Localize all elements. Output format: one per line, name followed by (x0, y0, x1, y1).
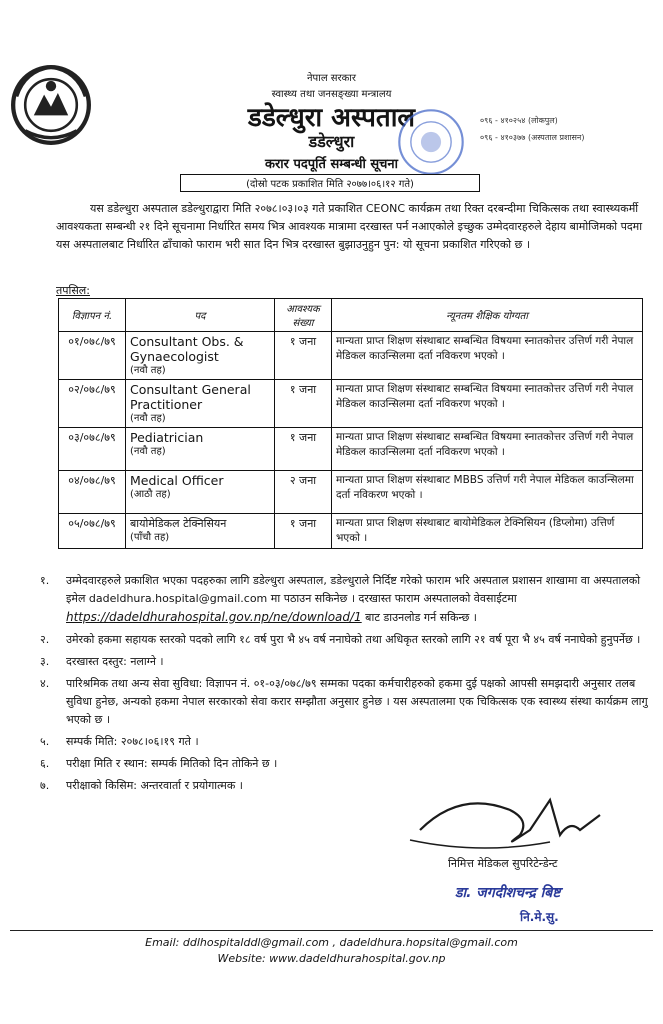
post-level: (नवौ तह) (130, 446, 166, 457)
qualification: मान्यता प्राप्त शिक्षण संस्थाबाट सम्बन्धित विषयमा स्नातकोत्तर उत्तिर्ण गरी नेपाल मेडिकल काउन्सिलमा दर्ता नविकरण भएको । (332, 428, 643, 471)
post-cell (126, 514, 275, 549)
list-item: ६. परीक्षा मिति र स्थान: सम्पर्क मितिको दिन तोकिने छ । (40, 757, 278, 770)
hospital-name: डडेल्धुरा अस्पताल (247, 103, 416, 133)
post-cell (126, 380, 275, 428)
list-item: ७. परीक्षाको किसिम: अन्तरवार्ता र प्रयोगात्मक । (40, 779, 243, 792)
list-item: २. उमेरको हकमा सहायक स्तरको पदको लागि १८ वर्ष पुरा भै ४५ वर्ष ननाघेको तथा अधिकृत स्तरको लागि २१ वर्ष पूरा भै ४५ वर्ष ननाघेको हुनुपर्नेछ । (40, 633, 641, 646)
qualification: मान्यता प्राप्त शिक्षण संस्थाबाट सम्बन्धित विषयमा स्नातकोत्तर उत्तिर्ण गरी नेपाल मेडिकल काउन्सिलमा दर्ता नविकरण भएको । (332, 380, 643, 428)
tapasil-label: तपसिल: (56, 284, 90, 297)
post-cell (126, 428, 275, 471)
phone-number-1: ०९६ - ४१०२५४ (लोकपुल) (480, 116, 558, 125)
post-cell (126, 332, 275, 380)
post-level: (आठौ तह) (130, 489, 171, 500)
list-item: ४. पारिश्रमिक तथा अन्य सेवा सुविधा: विज्ञापन नं. ०१-०३/०७८/७९ सम्मका पदका कर्मचारीहरुको हकमा दुई पक्षको आपसी समझदारी अनुसार तलब सुविधा हुनेछ, अन्यको हकमा नेपाल सरकारको सेवा करार सम्झौता अनुसार हुनेछ । यस अस्पतालमा एक चिकित्सक एक स्वास्थ्य संस्था कार्यक्रम लागु भएको छ । (40, 677, 648, 726)
table-row (59, 428, 643, 471)
signatory-name: डा. जगदीशचन्द्र बिष्ट (455, 885, 561, 901)
table-row (59, 332, 643, 380)
qualification: मान्यता प्राप्त शिक्षण संस्थाबाट सम्बन्धित विषयमा स्नातकोत्तर उत्तिर्ण गरी नेपाल मेडिकल काउन्सिलमा दर्ता नविकरण भएको । (332, 332, 643, 380)
post-count: १ जना (275, 332, 332, 380)
list-item: ५. सम्पर्क मिति: २०७८।०६।१९ गते । (40, 735, 199, 748)
post-level: (नवौ तह) (130, 365, 166, 376)
post-name: Pediatrician (130, 430, 204, 445)
ad-number: ०५/०७८/७९ (59, 514, 126, 549)
list-item: १. उम्मेदवारहरुले प्रकाशित भएका पदहरुका लागि डडेल्धुरा अस्पताल, डडेल्धुराले निर्दिष्ट गरेको फाराम भरि अस्पताल प्रशासन शाखामा वा अस्पतालको इमेल dadeldhura.hospital@gmail.com मा पठाउन सकिनेछ । दरखास्त फाराम अस्पतालको वेवसाईटमा https://dadeldhurahospital.gov.np/ne/download/1 बाट डाउनलोड गर्न सकिन्छ । (40, 574, 641, 624)
post-name: Medical Officer (130, 473, 224, 488)
ministry-name: स्वास्थ्य तथा जनसङ्ख्या मन्त्रालय (271, 89, 392, 100)
notice-intro: यस डडेल्धुरा अस्पताल डडेल्धुराद्वारा मिति २०७८।०३।०३ गते प्रकाशित CEONC कार्यक्रम तथा रिक्त दरबन्दीमा चिकित्सक तथा स्वास्थ्यकर्मी आवश्यकता सम्बन्धी २१ दिने सूचनामा निर्धारित समय भित्र आवश्यक मात्रामा दरखास्त पर्न नआएकोले इच्छुक उम्मेदवारहरुले देहाय बामोजिमको पदमा यस अस्पतालबाट निर्धारित ढाँचाको फाराम भरी सात दिन भित्र दरखास्त बुझाउनुहुन पुन: यो सूचना प्रकाशित गरिएको छ । (56, 202, 643, 251)
table-header-row (59, 299, 643, 332)
footer-divider (10, 930, 653, 931)
ad-number: ०३/०७८/७९ (59, 428, 126, 471)
ad-number: ०१/०७८/७९ (59, 332, 126, 380)
download-link[interactable]: https://dadeldhurahospital.gov.np/ne/download/1 (66, 610, 362, 624)
post-level: (नवौ तह) (130, 413, 166, 424)
qualification: मान्यता प्राप्त शिक्षण संस्थाबाट बायोमेडिकल टेक्निसियन (डिप्लोमा) उत्तिर्ण भएको । (332, 514, 643, 549)
header-count: आवश्यक संख्या (275, 299, 332, 332)
ad-number: ०४/०७८/७९ (59, 471, 126, 514)
qualification: मान्यता प्राप्त शिक्षण संस्थाबाट MBBS उत्तिर्ण गरी नेपाल मेडिकल काउन्सिलमा दर्ता नविकरण भएको । (332, 471, 643, 514)
hospital-location: डडेल्धुरा (308, 132, 355, 151)
table-row (59, 380, 643, 428)
header-post: पद (126, 299, 275, 332)
post-cell (126, 471, 275, 514)
phone-number-2: ०९६ - ४१०३७७ (अस्पताल प्रशासन) (480, 133, 585, 142)
post-count: १ जना (275, 514, 332, 549)
header-qualification: न्यूनतम शैक्षिक योग्यता (332, 299, 643, 332)
footer-website: Website: www.dadeldhurahospital.gov.np (217, 952, 446, 965)
table-row (59, 514, 643, 549)
ad-number: ०२/०७८/७९ (59, 380, 126, 428)
notes-list (40, 572, 655, 799)
table-row (59, 471, 643, 514)
post-name: Consultant Obs. & Gynaecologist (130, 334, 244, 364)
list-item: ३. दरखास्त दस्तुर: नलाग्ने । (40, 655, 164, 668)
signatory-abbr: नि.मे.सु. (520, 910, 559, 924)
positions-table (58, 298, 643, 549)
post-count: १ जना (275, 380, 332, 428)
notice-title: करार पदपूर्ति सम्बन्धी सूचना (264, 157, 399, 172)
government-name: नेपाल सरकार (307, 73, 356, 84)
post-count: १ जना (275, 428, 332, 471)
footer-email: Email: ddlhospitalddl@gmail.com , dadeldhura.hopsital@gmail.com (145, 936, 518, 949)
post-level: (पाँचौ तह) (130, 532, 170, 543)
notice-subtitle: (दोस्रो पटक प्रकाशित मिति २०७७।०६।१२ गते) (180, 174, 480, 192)
post-count: २ जना (275, 471, 332, 514)
post-name: Consultant General Practitioner (130, 382, 251, 412)
header-ad-no: विज्ञापन नं. (59, 299, 126, 332)
handwritten-signature (400, 780, 650, 860)
signatory-title: निमित्त मेडिकल सुपरिटेन्डेन्ट (448, 857, 558, 870)
post-name: बायोमेडिकल टेक्निसियन (130, 517, 227, 530)
